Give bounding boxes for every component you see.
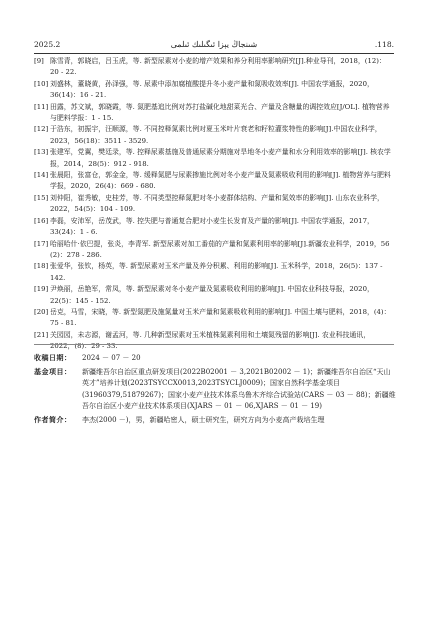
reference-number: [14] [34, 171, 49, 180]
running-header [34, 38, 394, 52]
reference-number: [18] [34, 262, 49, 271]
reference-text: 陈雪青，郭晓启，吕玉虎，等. 新型尿素对小麦的增产效果和养分利用率影响研究[J].种业导刊，2018，(12)：20 - 22. [50, 57, 386, 77]
reference-number: [21] [34, 330, 49, 339]
reference-number: [16] [34, 216, 49, 225]
reference-number: [20] [34, 307, 49, 316]
reference-number: [17] [34, 239, 49, 248]
reference-number: [12] [34, 125, 49, 134]
header-date: 2025.2 [34, 40, 61, 49]
received-date-row [34, 353, 396, 365]
reference-item [34, 330, 394, 353]
fund-label: 基金项目： [34, 367, 72, 376]
reference-text: 李磊，安沛军，岳茂武，等. 控失肥与普通复合肥对小麦生长发育及产量的影响[J]. 中国农学通报，2017，33(24)：1 - 6. [50, 216, 374, 237]
reference-text: 刘仲阳，崔秀敏，史桂芳，等. 不同类型控释氮肥对冬小麦群体结构、产量和氮效率的影响[J]. 山东农业科学，2022，54(5)：104 - 109. [50, 193, 384, 214]
reference-number: [19] [34, 285, 49, 294]
reference-text: 岳克，马雪，宋晓，等. 新型氮肥及施氮量对玉米产量和氮素吸收利用的影响[J]. 中国土壤与肥料，2018，(4)：75 - 81. [50, 307, 391, 328]
reference-text: 张建军，党翼，樊廷录，等. 控释尿素基施及普通尿素分期施对旱地冬小麦产量和水分利用效率的影响[J]. 核农学报，2014，28(5)：912 - 918. [50, 148, 391, 168]
author-label: 作者简介： [34, 415, 72, 424]
reference-number: [9] [34, 57, 44, 65]
reference-item [34, 239, 394, 262]
reference-list [34, 56, 394, 353]
reference-text: 关园园，未志源，谢孟河，等. 几种新型尿素对玉米植株氮素利用和土壤氮残留的影响[J]. 农业科技通讯，2022，(8)：29 - 33. [50, 330, 371, 351]
received-label: 收稿日期： [34, 354, 72, 362]
reference-item [34, 216, 394, 239]
header-rule [34, 53, 394, 54]
reference-item [34, 170, 394, 193]
reference-item [34, 147, 394, 170]
journal-name: شىنجاڭ يېزا ئىگىلىك ئىلمى [170, 40, 258, 49]
received-value: 2024 － 07 － 20 [82, 354, 141, 362]
reference-item [34, 79, 394, 102]
reference-number: [15] [34, 193, 49, 202]
reference-text: 田露，苏文斌，郭晓霞，等. 氮肥基追比例对苏打盐碱化地甜菜光合、产量及含糖量的调控效应[J/OL]. 植物营养与肥料学报：1 - 15. [50, 102, 390, 123]
fund-row [34, 367, 396, 413]
reference-text: 哈丽哈什·依巴提，张炎，李青军. 新型尿素对加工番茄的产量和氮素利用率的影响[J].新疆农业科学，2019，56 (2)：278 - 286. [50, 239, 390, 259]
fund-value: 新疆维吾尔自治区重点研发项目(2022B02001 － 3,2021B02002 － 1)；新疆维吾尔自治区“天山英才”培养计划(2023TSYCCX0013,2023TSYCLJ0009)；国家自然科学基金项目(31960379,51879267)；国家小麦产业技术体系乌鲁木齐综合试验站(CARS － 03 － 88)；新疆维吾尔自治区小麦产业技术体系项目(XJARS － 01 － 06,XJARS － 01 － 19) [82, 367, 396, 410]
reference-text: 刘盛林，董晓黄，孙泽强，等. 尿素中添加腐植酸提升冬小麦产量和氮吸收效率[J]. 中国农学通报，2020，36(14)：16 - 21. [50, 79, 374, 100]
reference-item [34, 56, 394, 79]
page-number: .118. [374, 40, 394, 49]
reference-text: 张爱华，张钦，杨英，等. 新型尿素对玉米产量及养分积累、利用的影响[J]. 玉米科学，2018，26(5)：137 - 142. [50, 262, 383, 282]
reference-number: [10] [34, 79, 49, 88]
author-row [34, 415, 396, 427]
section-divider [34, 344, 394, 345]
reference-item [34, 261, 394, 284]
reference-number: [11] [34, 102, 49, 111]
reference-number: [13] [34, 148, 49, 157]
author-value: 李杰(2000 －)，男，新疆哈密人，硕士研究生，研究方向为小麦高产栽培生理 [82, 415, 325, 424]
reference-item [34, 307, 394, 330]
reference-item [34, 193, 394, 216]
reference-text: 张晨阳，张富仓，郭金金，等. 缓释氮肥与尿素掺施比例对冬小麦产量及氮素吸收利用的影响[J]. 植物营养与肥料学报，2020，26(4)：669 - 680. [50, 171, 391, 191]
article-info [34, 353, 396, 428]
reference-item [34, 124, 394, 147]
reference-text: 于浩东，初振宇，汪顺源，等. 不同控释氮素比例对夏玉米叶片衰老和籽粒灌浆特性的影响[J].中国农业科学，2023，56(18)：3511 - 3529. [50, 125, 382, 145]
reference-item [34, 284, 394, 307]
reference-item [34, 102, 394, 125]
reference-text: 尹焕丽，岳艳军，常凤，等. 新型尿素对冬小麦产量及氮素吸收利用的影响[J]. 中国农业科技导报，2020，22(5)：145 - 152. [50, 285, 374, 305]
